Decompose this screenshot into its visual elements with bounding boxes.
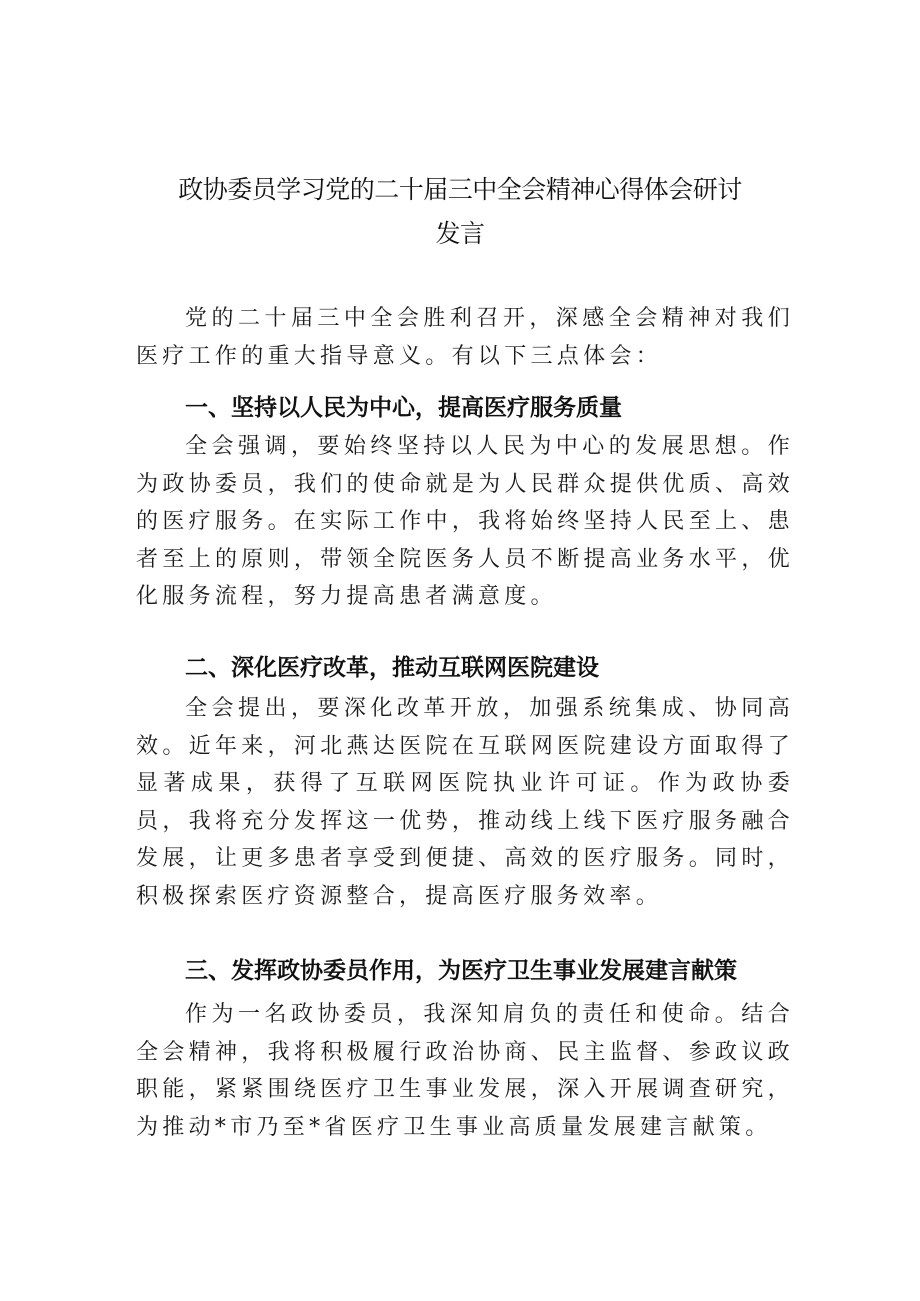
section-2-body: 全会提出，要深化改革开放，加强系统集成、协同高效。近年来，河北燕达医院在互联网医院建设方面取得了显著成果，获得了互联网医院执业许可证。作为政协委员，我将充分发挥这一优势，推动线上线下医疗服务融合发展，让更多患者享受到便捷、高效的医疗服务。同时，积极探索医疗资源整合，提高医疗服务效率。: [136, 696, 794, 909]
document-title-line-2: 发言: [435, 219, 485, 248]
section-3-body: 作为一名政协委员，我深知肩负的责任和使命。结合全会精神，我将积极履行政治协商、民主监督、参政议政职能，紧紧围绕医疗卫生事业发展，深入开展调查研究，为推动*市乃至*省医疗卫生事业高质量发展建言献策。: [136, 1002, 794, 1140]
document-title-line-1: 政协委员学习党的二十届三中全会精神心得体会研讨: [178, 175, 742, 204]
section-1-heading: 一、坚持以人民为中心，提高医疗服务质量: [185, 395, 622, 421]
section-3-heading: 三、发挥政协委员作用，为医疗卫生事业发展建言献策: [185, 958, 737, 984]
section-1-body: 全会强调，要始终坚持以人民为中心的发展思想。作为政协委员，我们的使命就是为人民群众提供优质、高效的医疗服务。在实际工作中，我将始终坚持人民至上、患者至上的原则，带领全院医务人员不断提高业务水平，优化服务流程，努力提高患者满意度。: [136, 434, 794, 609]
intro-paragraph: 党的二十届三中全会胜利召开，深感全会精神对我们医疗工作的重大指导意义。有以下三点体会：: [136, 306, 794, 369]
section-2-heading: 二、深化医疗改革，推动互联网医院建设: [185, 655, 599, 681]
